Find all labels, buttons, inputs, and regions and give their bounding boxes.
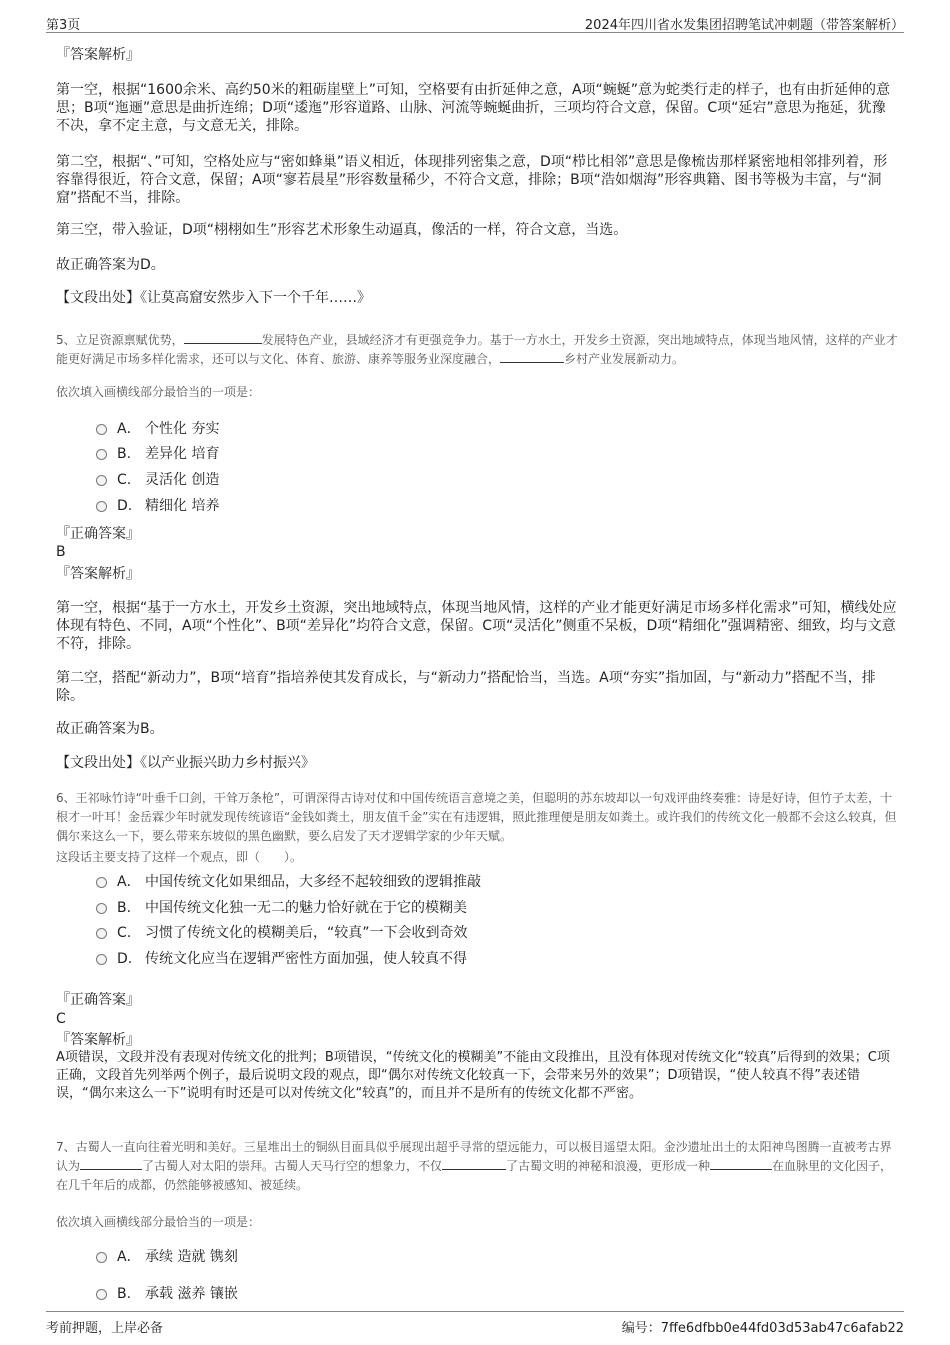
- q4-analysis-p2: 第二空，根据“、”可知，空格处应与“密如蜂巢”语义相近，体现排列密集之意，D项“栉比相邻”意思是像梳齿那样紧密地相邻排列着，形容靠得很近，符合文意，保留；A项“寥若晨星”形容数量稀少，不符合文意，排除；B项“浩如烟海”形容典籍、图书等极为丰富，与“洞窟”搭配不当，排除。: [56, 154, 888, 206]
- page-footer: [46, 1311, 904, 1336]
- q7-prompt: 依次填入画横线部分最恰当的一项是：: [56, 1215, 261, 1229]
- q5-source: 【文段出处】《以产业振兴助力乡村振兴》: [56, 755, 315, 771]
- q7-stem: [56, 1138, 898, 1195]
- q7-blank-1: [80, 1157, 142, 1170]
- q6-analysis-label: 『答案解析』: [56, 1032, 140, 1048]
- page-number: 第3页: [46, 18, 81, 33]
- q7-option-b[interactable]: B. 承载 滋养 镶嵌: [96, 1285, 238, 1303]
- q5-stem: [56, 331, 898, 369]
- q5-analysis-p2: 第二空，搭配“新动力”，B项“培育”指培养使其发育成长，与“新动力”搭配恰当，当选。A项“夯实”指加固，与“新动力”搭配不当，排除。: [56, 670, 876, 704]
- radio-icon[interactable]: [96, 1252, 107, 1263]
- radio-icon[interactable]: [96, 903, 107, 914]
- q5-stem-b: 发展特色产业，县域经济才有更强竞争力。基于一方水土，开发乡土资源，突出地域特点，体现当地风情，这样的产业才能更好满足市场多样化需求，还可以与文化、体育、旅游、康养等服务业深度融合，: [56, 333, 898, 366]
- q4-analysis-p3: 第三空，带入验证，D项“栩栩如生”形容艺术形象生动逼真，像活的一样，符合文意，当选。: [56, 222, 628, 238]
- q6-option-d[interactable]: D. 传统文化应当在逻辑严密性方面加强，使人较真不得: [96, 950, 467, 968]
- q7-option-a[interactable]: A． 承续 造就 镌刻: [96, 1248, 238, 1266]
- q7-stem-a: 7、古蜀人一直向往着光明和美好。三星堆出土的铜纵目面具似乎展现出超乎寻常的望远能力，可以极目遥望太阳。金沙遗址出土的太阳神鸟图腾一直被考古界认为: [56, 1140, 892, 1173]
- q6-correct-label: 『正确答案』: [56, 992, 140, 1008]
- q5-option-a[interactable]: A． 个性化 夯实: [96, 420, 219, 438]
- q5-answer: 故正确答案为B。: [56, 721, 164, 737]
- radio-icon[interactable]: [96, 954, 107, 965]
- radio-icon[interactable]: [96, 475, 107, 486]
- q7-blank-2: [442, 1157, 506, 1170]
- q7-stem-d: 在血脉里的文化因子，在几千年后的成都，仍然能够被感知、被延续。: [56, 1159, 893, 1192]
- q6-option-c[interactable]: C. 习惯了传统文化的模糊美后，“较真”一下会收到奇效: [96, 924, 468, 942]
- document-title: 2024年四川省水发集团招聘笔试冲刺题（带答案解析）: [584, 18, 904, 33]
- q6-stem: 6、王祁咏竹诗“叶垂千口剑，干耸万条枪”，可谓深得古诗对仗和中国传统语言意境之美，但聪明的苏东坡却以一句戏评曲终奏雅：诗是好诗，但竹子太差，十根才一叶耳！金岳霖少年时就发现传统谚语“金钱如粪土，朋友值千金”实在有违逻辑，照此推理便是朋友如粪土。或许我们的传统文化一般都不会这么较真，但偶尔来这么一下，要么带来东坡似的黑色幽默，要么启发了天才逻辑学家的少年天赋。: [56, 791, 897, 843]
- q5-correct-label: 『正确答案』: [56, 526, 140, 542]
- q7-stem-b: 了古蜀人对太阳的崇拜。古蜀人天马行空的想象力，不仅: [142, 1159, 443, 1173]
- q5-analysis-label: 『答案解析』: [56, 566, 140, 582]
- q5-option-c[interactable]: C. 灵活化 创造: [96, 471, 219, 489]
- q5-analysis-p1: 第一空，根据“基于一方水土，开发乡土资源，突出地域特点，体现当地风情，这样的产业才能更好满足市场多样化需求”可知，横线处应体现有特色、不同，A项“个性化”、B项“差异化”均符合文意，保留。C项“灵活化”侧重不呆板，D项“精细化”强调精密、细致，均与文意不符，排除。: [56, 600, 897, 652]
- q5-stem-c: 乡村产业发展新动力。: [564, 352, 685, 366]
- q6-analysis: A项错误，文段并没有表现对传统文化的批判；B项错误，“传统文化的模糊美”不能由文段推出，且没有体现对传统文化“较真”后得到的效果；C项正确，文段首先列举两个例子，最后说明文段的观点，即“偶尔对传统文化较真一下，会带来另外的效果”；D项错误，“使人较真不得”表述错误，“偶尔来这么一下”说明有时还是可以对传统文化“较真”的，而且并不是所有的传统文化都不严密。: [56, 1050, 890, 1101]
- footer-slogan: 考前押题，上岸必备: [46, 1321, 164, 1336]
- q4-answer: 故正确答案为D。: [56, 257, 165, 273]
- radio-icon[interactable]: [96, 877, 107, 888]
- q5-option-d[interactable]: D. 精细化 培养: [96, 497, 219, 515]
- q4-source: 【文段出处】《让莫高窟安然步入下一个千年……》: [56, 290, 371, 306]
- q7-blank-3: [710, 1157, 772, 1170]
- q5-prompt: 依次填入画横线部分最恰当的一项是：: [56, 385, 261, 399]
- page-header: [46, 12, 904, 33]
- radio-icon[interactable]: [96, 424, 107, 435]
- q5-stem-a: 5、立足资源禀赋优势，: [56, 333, 184, 347]
- radio-icon[interactable]: [96, 928, 107, 939]
- q5-blank-2: [500, 350, 564, 363]
- radio-icon[interactable]: [96, 1289, 107, 1300]
- q4-analysis-label: 『答案解析』: [56, 47, 140, 63]
- document-code: 编号：7ffe6dfbb0e44fd03d53ab47c6afab22: [621, 1321, 904, 1336]
- q6-correct-answer: C: [56, 1011, 66, 1027]
- q5-blank-1: [184, 331, 262, 344]
- q6-prompt: 这段话主要支持了这样一个观点，即（ ）。: [56, 850, 303, 864]
- q7-stem-c: 了古蜀文明的神秘和浪漫，更形成一种: [506, 1159, 711, 1173]
- radio-icon[interactable]: [96, 449, 107, 460]
- q6-option-b[interactable]: B. 中国传统文化独一无二的魅力恰好就在于它的模糊美: [96, 899, 467, 917]
- q5-correct-answer: B: [56, 544, 66, 560]
- radio-icon[interactable]: [96, 501, 107, 512]
- q6-option-a[interactable]: A． 中国传统文化如果细品，大多经不起较细致的逻辑推敲: [96, 873, 481, 891]
- q4-analysis-p1: 第一空，根据“1600余米、高约50米的粗砺崖壁上”可知，空格要有由折延伸之意，A项“蜿蜒”意为蛇类行走的样子，也有由折延伸的意思；B项“迤逦”意思是曲折连绵；D项“逶迤”形容道路、山脉、河流等蜿蜒曲折，三项均符合文意，保留。C项“延宕”意思为拖延，犹豫不决，拿不定主意，与文意无关，排除。: [56, 82, 891, 134]
- q5-option-b[interactable]: B. 差异化 培育: [96, 445, 219, 463]
